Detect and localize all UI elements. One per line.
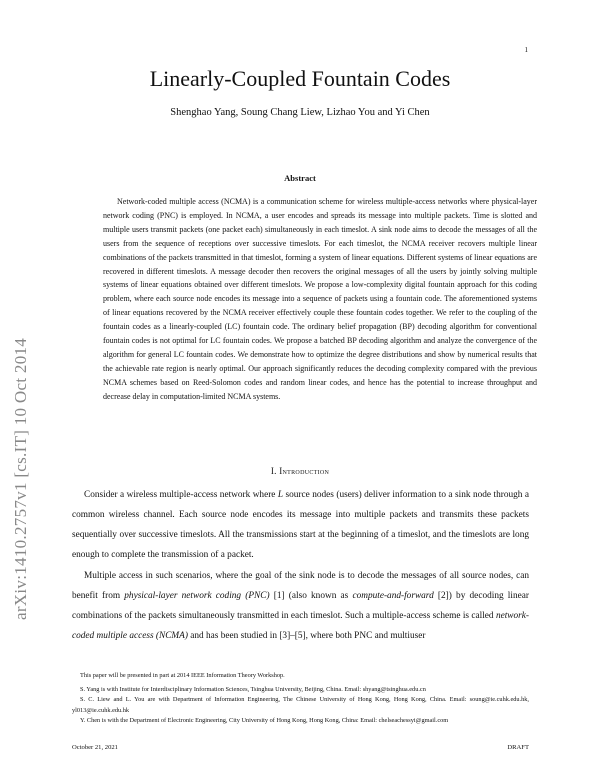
- intro-paragraph-2: [72, 567, 529, 647]
- emphasis-term: physical-layer network coding (PNC): [124, 590, 270, 601]
- math-variable: L: [277, 490, 284, 500]
- footer-draft-label: DRAFT: [507, 744, 529, 751]
- paper-title: Linearly-Coupled Fountain Codes: [149, 66, 451, 91]
- text-run: Consider a wireless multiple-access network where: [84, 490, 278, 500]
- page-number: 1: [524, 46, 528, 54]
- footer-date: October 21, 2021: [72, 744, 118, 751]
- abstract-heading: Abstract: [284, 173, 316, 183]
- text-run: Multiple access in such scenarios, where the goal of the sink node is to decode the messages of all source nodes, can benefit from: [72, 571, 529, 601]
- footnote: Y. Chen is with the Department of Electronic Engineering, City University of Hong Kong, Hong Kong, China: Email: chelseachessyi@gmail.com: [80, 717, 449, 724]
- section-title: Introduction: [279, 466, 330, 476]
- footnote: This paper will be presented in part at 2014 IEEE Information Theory Workshop.: [80, 672, 285, 679]
- abstract-text: Network-coded multiple access (NCMA) is a communication scheme for wireless multiple-access networks where physical-layer network coding (PNC) is employed. In NCMA, a user encodes and spreads its message into multiple packets. Time is slotted and multiple users transmit packets (one packet each) simultaneously in each timeslot. A sink node aims to decode the messages of all the users from the sequence of receptions over successive timeslots. For each timeslot, the NCMA receiver recovers multiple linear combinations of the packets transmitted in that timeslot, forming a system of linear equations. Different systems of linear equations are recovered in different timeslots. A message decoder then recovers the original messages of all the users by jointly solving multiple systems of linear equations obtained over different timeslots. We propose a low-complexity digital fountain approach for this coding problem, where each source node encodes its message into a sequence of packets using a fountain code. The aforementioned systems of linear equations recovered by the NCMA receiver effectively couple these fountain codes together. We refer to the coupling of the fountain codes as a linearly-coupled (LC) fountain code. The ordinary belief propagation (BP) decoding algorithm for conventional fountain codes is not optimal for LC fountain codes. We propose a batched BP decoding algorithm and analyze the convergence of the algorithm for general LC fountain codes. We demonstrate how to optimize the degree distributions and show by numerical results that the achievable rate region is nearly optimal. Our approach significantly reduces the decoding complexity compared with the previous NCMA schemes based on Reed-Solomon codes and random linear codes, and hence has the potential to increase throughput and decrease delay in computation-limited NCMA systems.: [103, 197, 537, 401]
- text-run: [2]) by decoding linear combinations of the packets simultaneously transmitted in each timeslot. Such a multiple-access scheme is called: [72, 590, 529, 621]
- emphasis-term: compute-and-forward: [352, 590, 434, 601]
- intro-paragraph-1: [72, 486, 529, 566]
- section-number: I.: [270, 466, 277, 476]
- footnotes: [72, 671, 529, 727]
- section-heading: [0, 466, 600, 476]
- footnote: S. C. Liew and L. You are with Department of Information Engineering, The Chinese University of Hong Kong, Hong Kong, China. Email: soung@ie.cuhk.edu.hk, yl013@ie.cuhk.edu.hk: [72, 696, 529, 714]
- footnote: S. Yang is with Institute for Interdisciplinary Information Sciences, Tsinghua University, Beijing, China. Email: shyang@tsinghua.edu.cn: [80, 685, 426, 693]
- text-run: and has been studied in [3]–[5], where both PNC and multiuser: [187, 630, 426, 641]
- arxiv-identifier-stamp: arXiv:1410.2757v1 [cs.IT] 10 Oct 2014: [11, 337, 30, 620]
- text-run: source nodes (users) deliver information to a sink node through a common wireless channel. Each source node encodes its message into multiple packets and transmits these packets sequentially over successive timeslots. All the transmissions start at the beginning of a timeslot, and the timeslots are long enough to complete the transmission of a packet.: [72, 490, 529, 560]
- text-run: [1] (also known as: [269, 590, 353, 601]
- author-list: Shenghao Yang, Soung Chang Liew, Lizhao You and Yi Chen: [170, 107, 430, 118]
- emphasis-term: network-coded multiple access (NCMA): [72, 610, 529, 641]
